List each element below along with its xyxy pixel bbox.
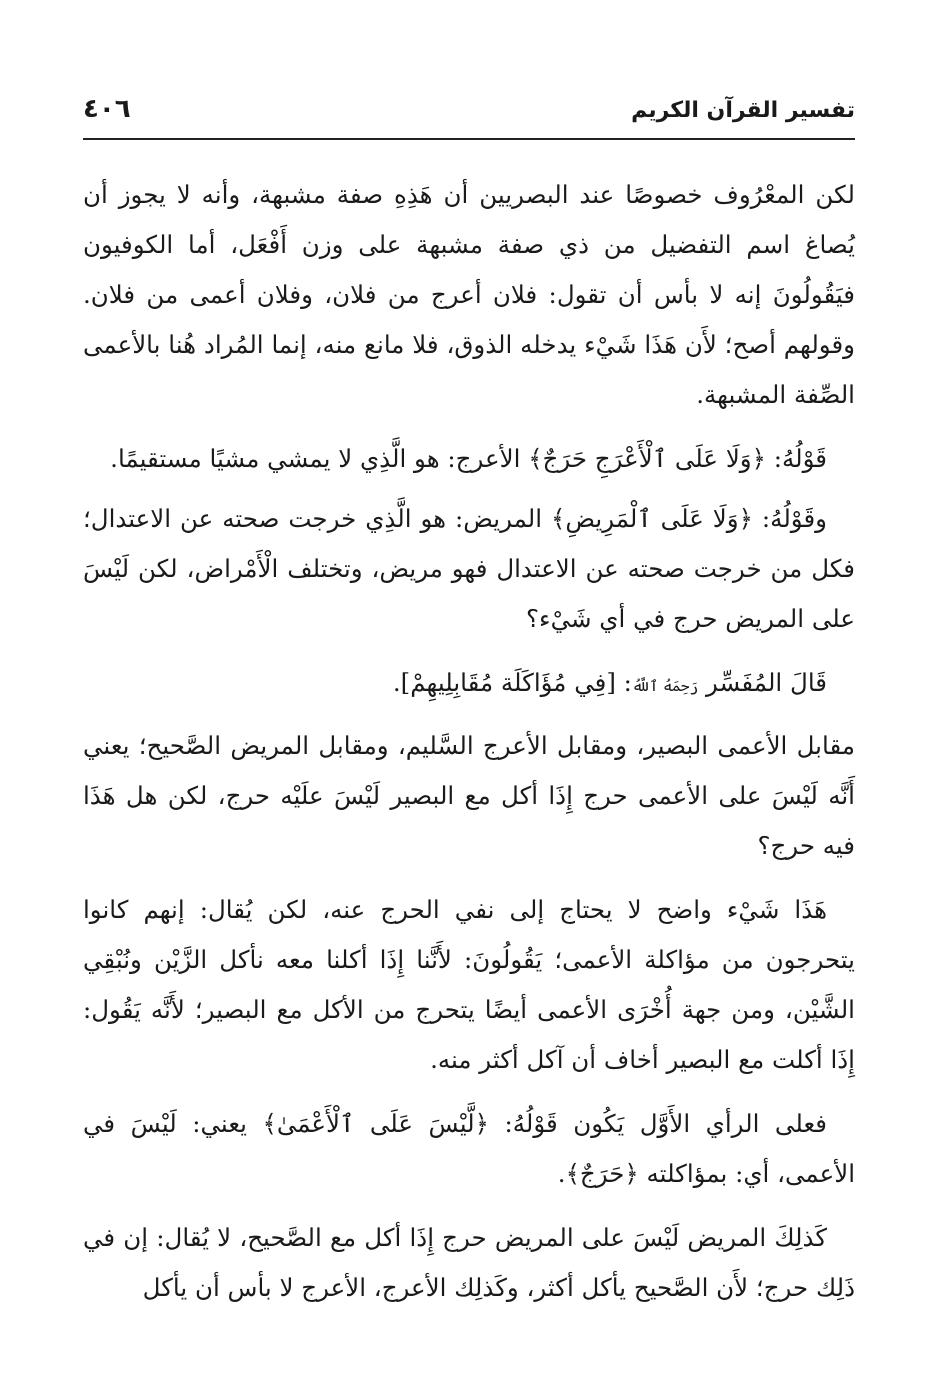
header-divider (83, 138, 855, 140)
paragraph: كَذلِكَ المريض لَيْسَ على المريض حرج إِذَا أكل مع الصَّحيح، لا يُقال: إن في ذَلِك حرج؛ لأَن الصَّحيح يأكل أكثر، وكَذلِك الأعرج، الأعرج لا بأس أن يأكل (83, 1223, 855, 1302)
honorific: رَحِمَهُ ٱللَّهُ (631, 677, 699, 695)
paragraph: فعلى الرأي الأَوَّل يَكُون قَوْلُهُ: ﴿لَّيْسَ عَلَى ٱلْأَعْمَىٰ﴾ يعني: لَيْسَ في الأعمى، أي: بمؤاكلته ﴿حَرَجٌ﴾. (83, 1109, 855, 1188)
paragraph: وقَوْلُهُ: ﴿وَلَا عَلَى ٱلْمَرِيضِ﴾ المريض: هو الَّذِي خرجت صحته عن الاعتدال؛ فكل من خرجت صحته عن الاعتدال فهو مريض، وتختلف الْأَمْراض، لكن لَيْسَ على المريض حرج في أي شَيْء؟ (83, 504, 855, 633)
running-title: تفسير القرآن الكريم (631, 98, 855, 123)
paragraph: مقابل الأعمى البصير، ومقابل الأعرج السَّليم، ومقابل المريض الصَّحيح؛ يعني أَنَّه لَيْسَ على الأعمى حرج إِذَا أكل مع البصير لَيْسَ علَيْه حرج، لكن هل هَذَا فيه حرج؟ (83, 731, 855, 860)
page-body (83, 170, 855, 1327)
quote-prefix: قَالَ المُفَسِّر (706, 668, 827, 697)
paragraph: لكن المعْرُوف خصوصًا عند البصريين أن هَذِهِ صفة مشبهة، وأنه لا يجوز أن يُصاغ اسم التفضيل من ذي صفة مشبهة على وزن أَفْعَل، أما الكوفيون فيَقُولُونَ إنه لا بأس أن تقول: فلان أعرج من فلان، وفلان أعمى من فلان. وقولهم أصح؛ لأَن هَذَا شَيْء يدخله الذوق، فلا مانع منه، إنما المُراد هُنا بالأعمى الصِّفة المشبهة. (83, 180, 855, 409)
page-header (83, 92, 855, 140)
commentator-quote (83, 658, 855, 711)
page-number: ٤٠٦ (83, 94, 131, 124)
paragraph: قَوْلُهُ: ﴿وَلَا عَلَى ٱلْأَعْرَجِ حَرَجٌ﴾ الأعرج: هو الَّذِي لا يمشي مشيًا مستقيمًا. (110, 444, 827, 473)
quote-text: : [فِي مُؤَاكَلَة مُقَابِلِيهِمْ]. (392, 668, 632, 697)
paragraph: هَذَا شَيْء واضح لا يحتاج إلى نفي الحرج عنه، لكن يُقال: إنهم كانوا يتحرجون من مؤاكلة الأعمى؛ يَقُولُونَ: لأَنَّنا إِذَا أكلنا معه نأكل الزَّيْن ونُبْقِي الشَّيْن، ومن جهة أُخْرَى الأعمى أيضًا يتحرج من الأكل مع البصير؛ لأَنَّه يَقُول: إِذَا أكلت مع البصير أخاف أن آكل أكثر منه. (83, 895, 855, 1074)
